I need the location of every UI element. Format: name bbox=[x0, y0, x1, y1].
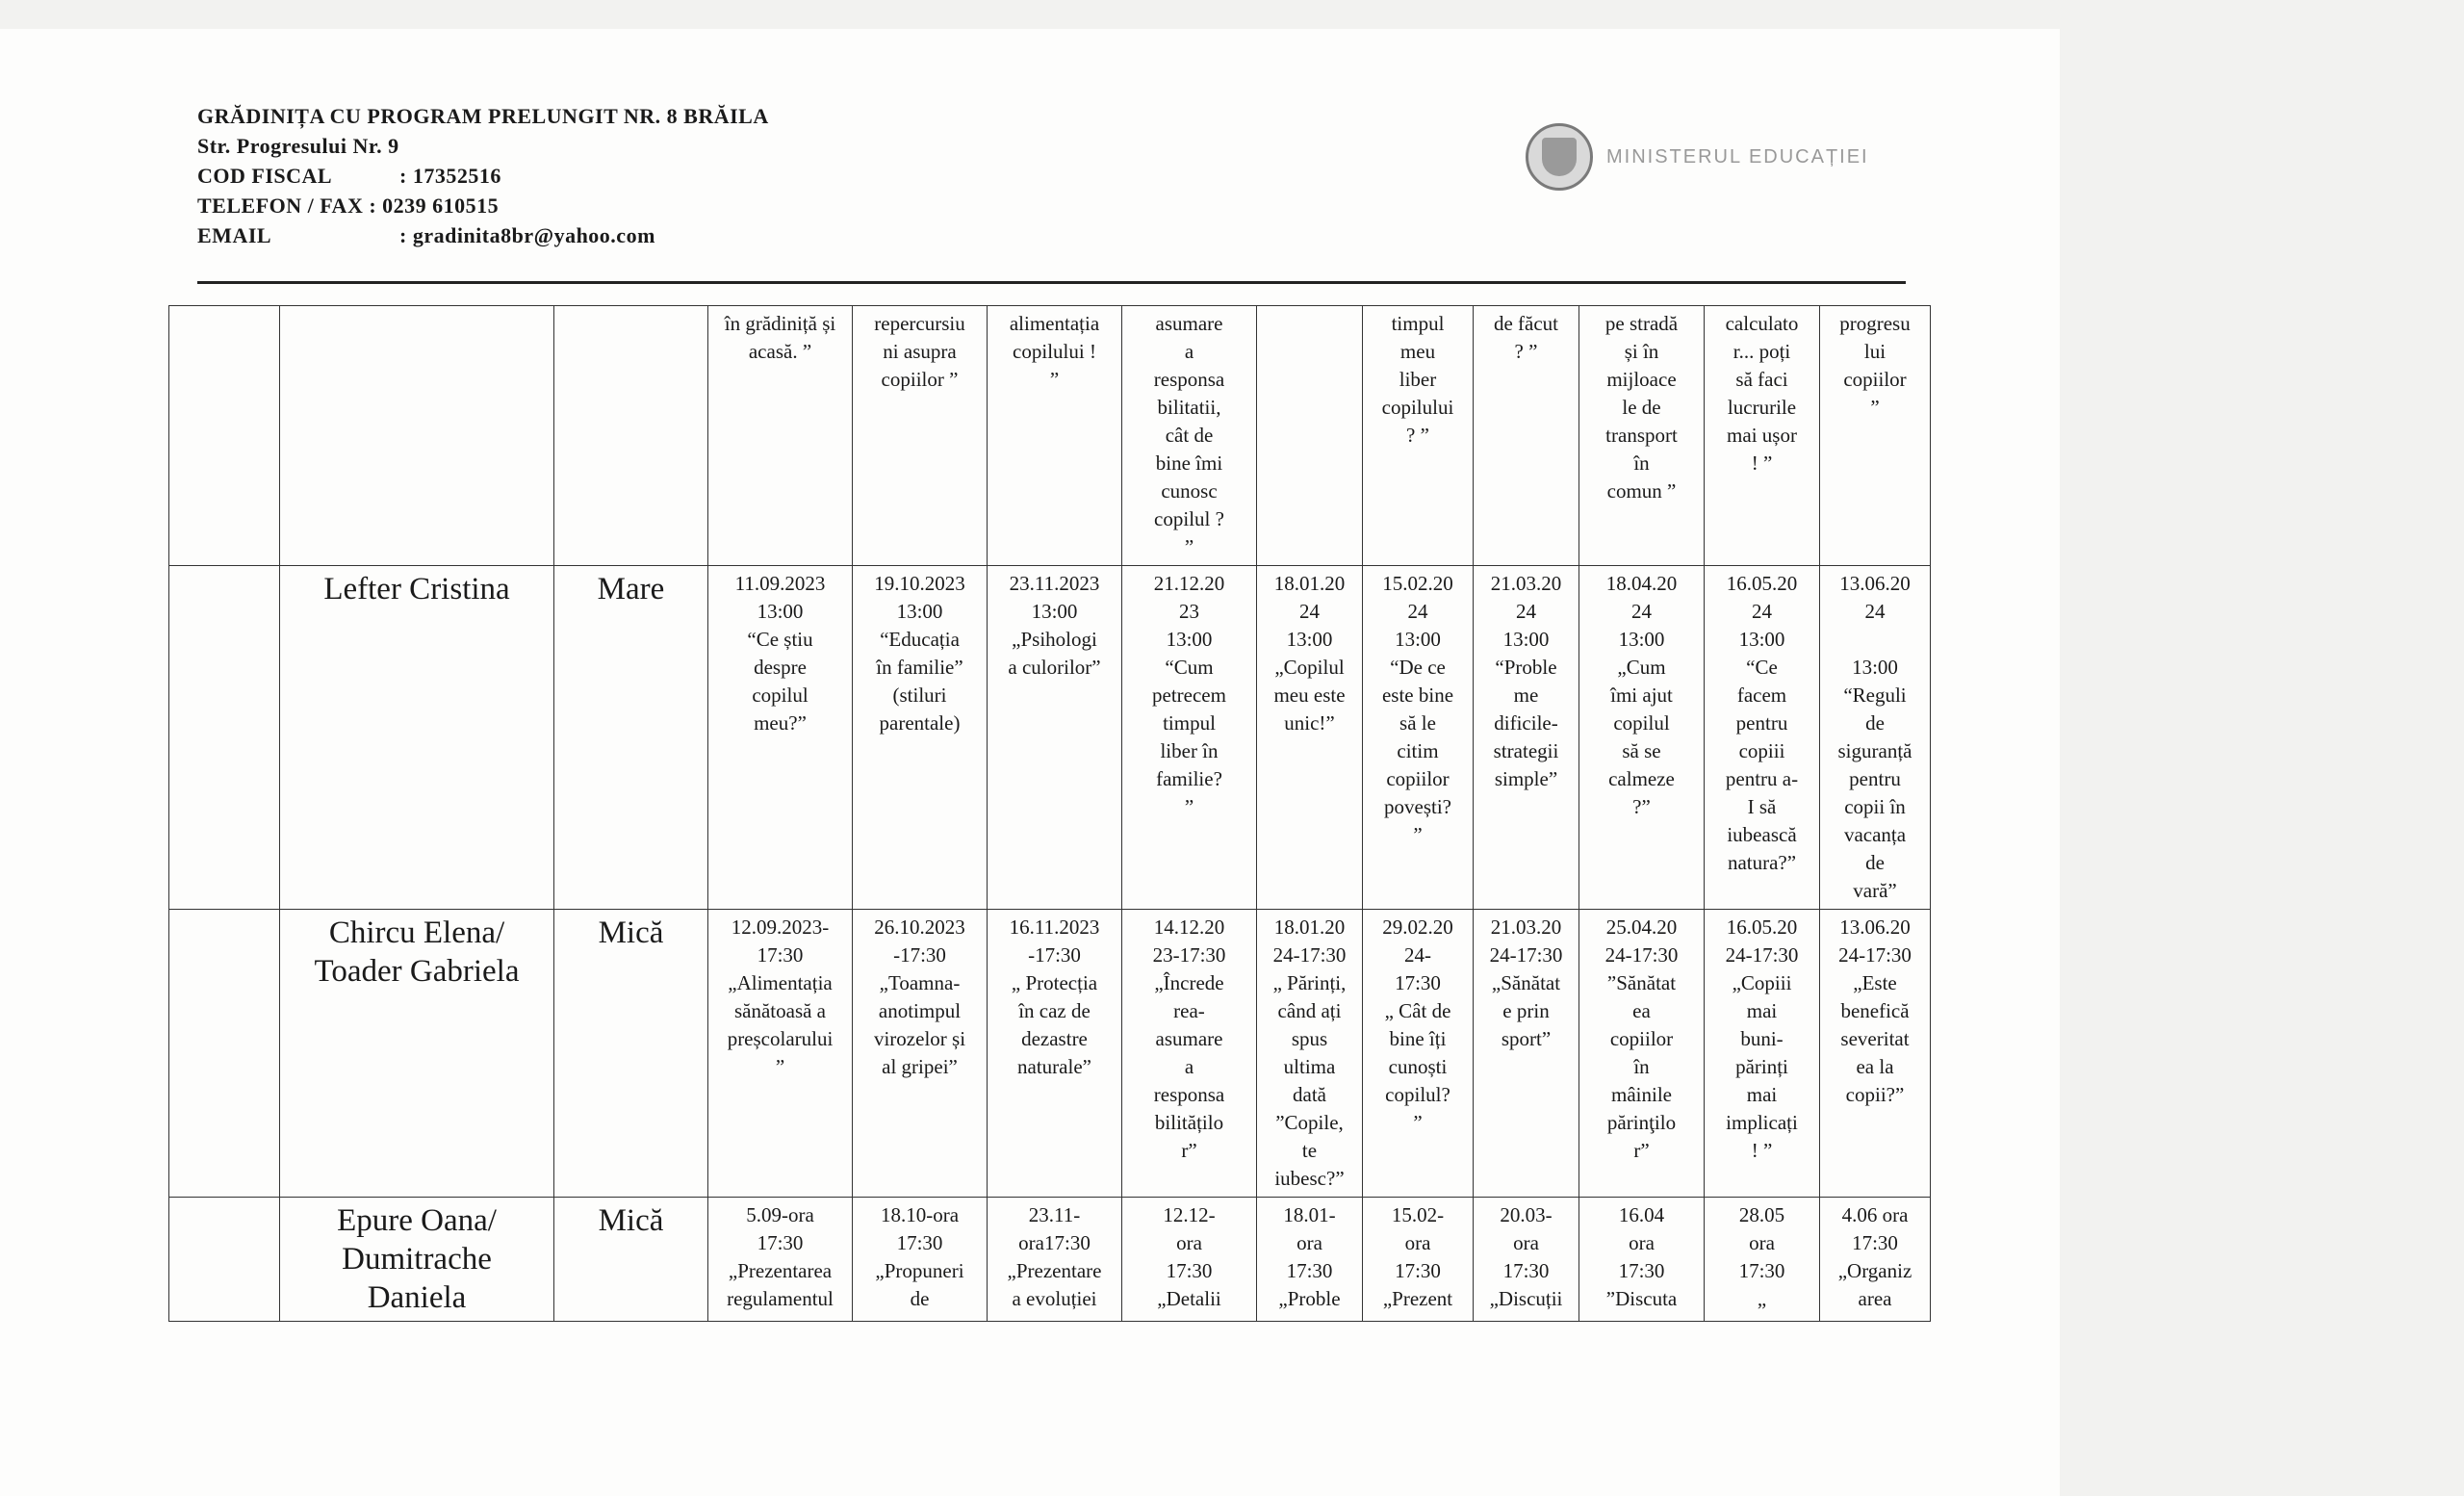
meeting-cell: 11.09.2023 13:00 “Ce știu despre copilul meu?” bbox=[708, 566, 853, 910]
meeting-cell: 13.06.20 24-17:30 „Este benefică severitat ea la copii?” bbox=[1820, 910, 1931, 1198]
meeting-cell: 20.03- ora 17:30 „Discuții bbox=[1474, 1198, 1579, 1322]
group-cell: Mică bbox=[554, 910, 708, 1198]
fiscal-code-label: COD FISCAL bbox=[197, 164, 333, 188]
meeting-cell: repercursiu ni asupra copiilor ” bbox=[853, 306, 988, 566]
group-cell: Mică bbox=[554, 1198, 708, 1322]
meeting-cell: 21.12.20 23 13:00 “Cum petrecem timpul liber în familie? ” bbox=[1122, 566, 1257, 910]
meeting-cell: 26.10.2023 -17:30 „Toamna- anotimpul virozelor și al gripei” bbox=[853, 910, 988, 1198]
street-address: Str. Progresului Nr. 9 bbox=[197, 134, 399, 158]
email-label: EMAIL bbox=[197, 223, 272, 247]
meeting-cell: 25.04.20 24-17:30 ”Sănătat ea copiilor în mâinile părinţilo r” bbox=[1579, 910, 1705, 1198]
teacher-name-cell: Lefter Cristina bbox=[280, 566, 554, 910]
teacher-name-cell: Chircu Elena/ Toader Gabriela bbox=[280, 910, 554, 1198]
meeting-cell: calculato r... poți să faci lucrurile mai ușor ! ” bbox=[1705, 306, 1820, 566]
meeting-cell: 23.11.2023 13:00 „Psihologi a culorilor” bbox=[988, 566, 1122, 910]
meeting-cell: 21.03.20 24-17:30 „Sănătat e prin sport” bbox=[1474, 910, 1579, 1198]
meeting-cell: pe stradă și în mijloace le de transport în comun ” bbox=[1579, 306, 1705, 566]
meeting-cell: 14.12.20 23-17:30 „Încrede rea- asumare a responsa bilitățilo r” bbox=[1122, 910, 1257, 1198]
meeting-cell: 12.09.2023- 17:30 „Alimentația sănătoasă a preșcolarului ” bbox=[708, 910, 853, 1198]
table-row bbox=[169, 1198, 1931, 1322]
row-index-cell bbox=[169, 566, 280, 910]
meeting-cell: progresu lui copiilor ” bbox=[1820, 306, 1931, 566]
meeting-cell: 21.03.20 24 13:00 “Proble me dificile- strategii simple” bbox=[1474, 566, 1579, 910]
group-cell bbox=[554, 306, 708, 566]
meeting-cell: de făcut ? ” bbox=[1474, 306, 1579, 566]
meeting-cell: 18.01.20 24-17:30 „ Părinți, când ați spus ultima dată ”Copile, te iubesc?” bbox=[1257, 910, 1363, 1198]
meeting-cell: timpul meu liber copilului ? ” bbox=[1363, 306, 1474, 566]
meeting-cell: 16.05.20 24-17:30 „Copiii mai buni- părinți mai implicați ! ” bbox=[1705, 910, 1820, 1198]
meeting-cell: 16.04 ora 17:30 ”Discuta bbox=[1579, 1198, 1705, 1322]
table-row bbox=[169, 910, 1931, 1198]
table-row bbox=[169, 306, 1931, 566]
header-divider bbox=[197, 281, 1906, 284]
row-index-cell bbox=[169, 1198, 280, 1322]
institution-name: GRĂDINIȚA CU PROGRAM PRELUNGIT NR. 8 BRĂILA bbox=[197, 104, 769, 128]
row-index-cell bbox=[169, 306, 280, 566]
meeting-cell: 29.02.20 24- 17:30 „ Cât de bine îți cunoști copilul? ” bbox=[1363, 910, 1474, 1198]
meeting-cell: 18.04.20 24 13:00 „Cum îmi ajut copilul să se calmeze ?” bbox=[1579, 566, 1705, 910]
teacher-name-cell: Epure Oana/ Dumitrache Daniela bbox=[280, 1198, 554, 1322]
meeting-cell: în grădiniță și acasă. ” bbox=[708, 306, 853, 566]
ministry-name: MINISTERUL EDUCAȚIEI bbox=[1606, 145, 1869, 168]
row-index-cell bbox=[169, 910, 280, 1198]
table-row bbox=[169, 566, 1931, 910]
meeting-cell: 15.02- ora 17:30 „Prezent bbox=[1363, 1198, 1474, 1322]
meeting-cell: 12.12- ora 17:30 „Detalii bbox=[1122, 1198, 1257, 1322]
ministry-logo bbox=[1526, 123, 1869, 191]
fiscal-code-value: : 17352516 bbox=[399, 164, 501, 188]
meetings-schedule-table bbox=[168, 305, 1931, 1322]
meeting-cell: 23.11- ora17:30 „Prezentare a evoluției bbox=[988, 1198, 1122, 1322]
meeting-cell: 13.06.20 24 13:00 “Reguli de siguranță pentru copii în vacanța de vară” bbox=[1820, 566, 1931, 910]
phone-value: : 0239 610515 bbox=[369, 193, 500, 218]
document-page bbox=[0, 29, 2060, 1496]
meeting-cell: 18.01.20 24 13:00 „Copilul meu este unic!” bbox=[1257, 566, 1363, 910]
email-value: : gradinita8br@yahoo.com bbox=[399, 223, 655, 247]
meeting-cell: asumare a responsa bilitatii, cât de bine îmi cunosc copilul ? ” bbox=[1122, 306, 1257, 566]
phone-label: TELEFON / FAX bbox=[197, 193, 364, 218]
meeting-cell: 28.05 ora 17:30 „ bbox=[1705, 1198, 1820, 1322]
meeting-cell bbox=[1257, 306, 1363, 566]
meeting-cell: 5.09-ora 17:30 „Prezentarea regulamentul bbox=[708, 1198, 853, 1322]
meeting-cell: 18.01- ora 17:30 „Proble bbox=[1257, 1198, 1363, 1322]
meeting-cell: 16.11.2023 -17:30 „ Protecția în caz de dezastre naturale” bbox=[988, 910, 1122, 1198]
meeting-cell: 16.05.20 24 13:00 “Ce facem pentru copiii pentru a- I să iubească natura?” bbox=[1705, 566, 1820, 910]
meeting-cell: 19.10.2023 13:00 “Educația în familie” (stiluri parentale) bbox=[853, 566, 988, 910]
meeting-cell: 15.02.20 24 13:00 “De ce este bine să le citim copiilor povești? ” bbox=[1363, 566, 1474, 910]
group-cell: Mare bbox=[554, 566, 708, 910]
coat-of-arms-icon bbox=[1526, 123, 1593, 191]
teacher-name-cell bbox=[280, 306, 554, 566]
meeting-cell: alimentația copilului ! ” bbox=[988, 306, 1122, 566]
institution-header bbox=[197, 101, 769, 250]
meeting-cell: 4.06 ora 17:30 „Organiz area bbox=[1820, 1198, 1931, 1322]
meeting-cell: 18.10-ora 17:30 „Propuneri de bbox=[853, 1198, 988, 1322]
